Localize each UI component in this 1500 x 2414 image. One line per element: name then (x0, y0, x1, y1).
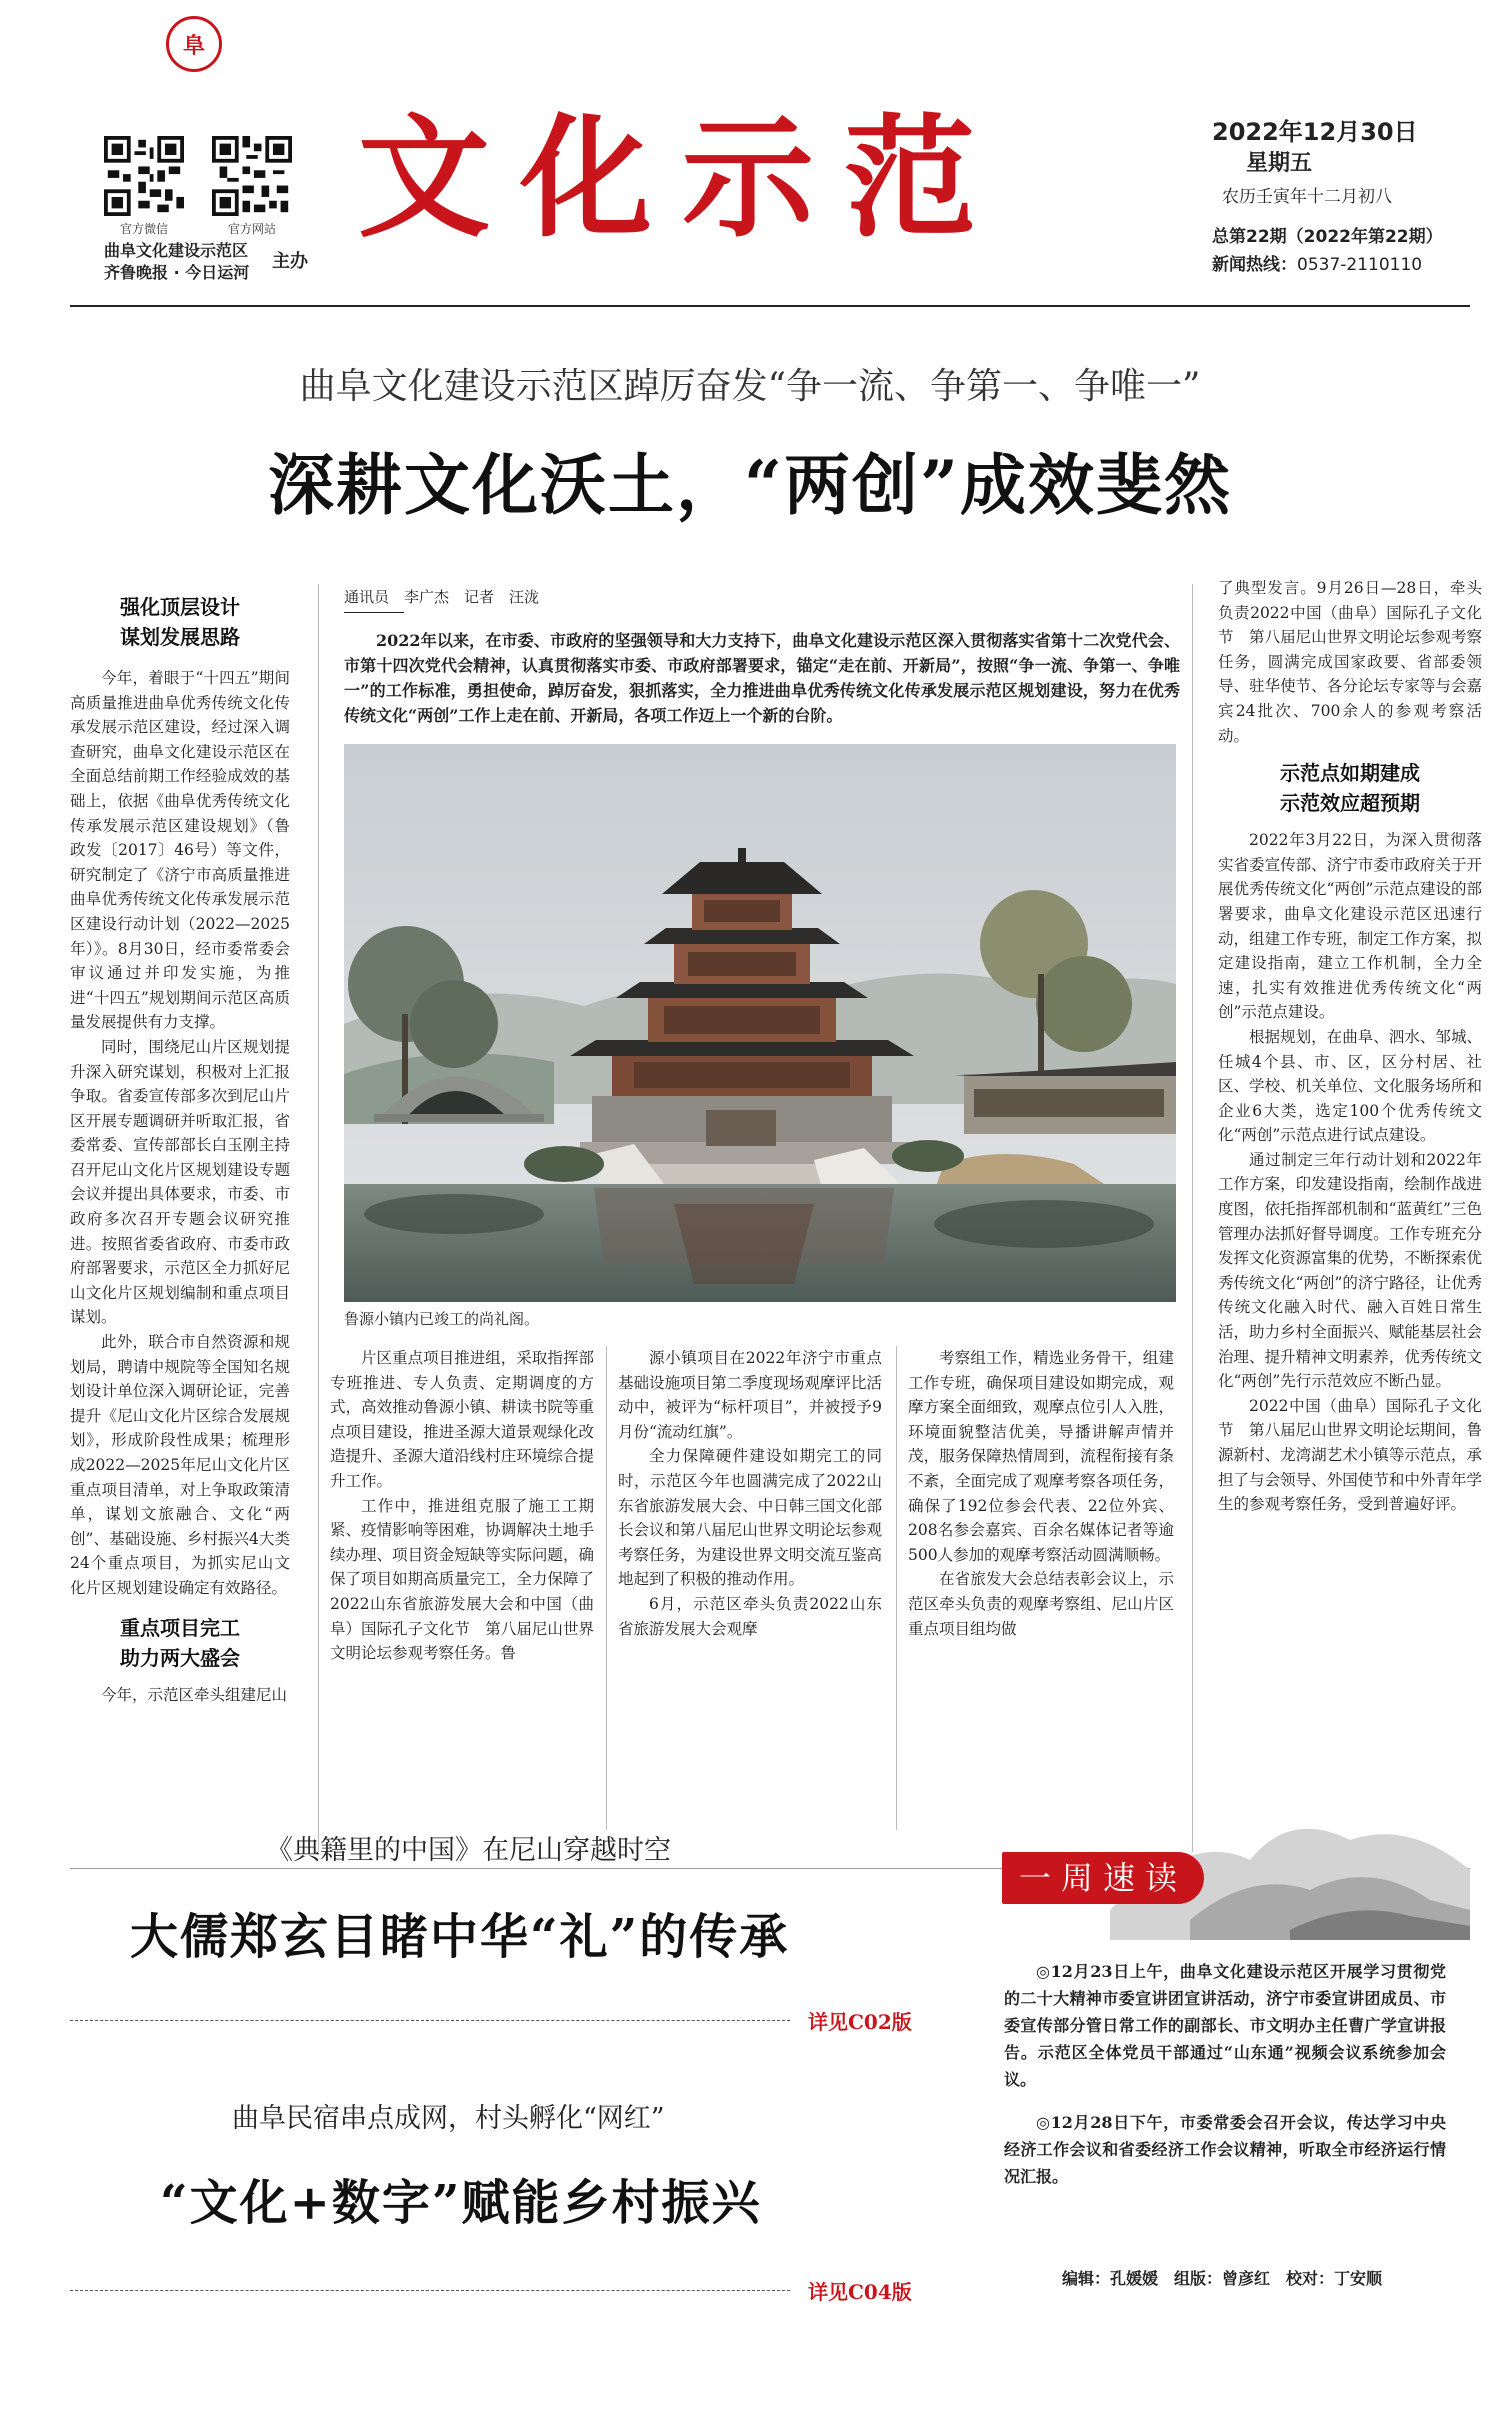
teaser-2-leader (70, 2290, 790, 2291)
masthead-divider (70, 305, 1470, 307)
teaser-1-kicker: 《典籍里的中国》在尼山穿越时空 (266, 1835, 671, 1866)
qr-website[interactable] (212, 136, 292, 237)
organizer-block (104, 240, 264, 284)
issue-number: 总第22期（2022年第22期） (1212, 227, 1443, 247)
paragraph: 考察组工作，精选业务骨干，组建工作专班，确保项目建设如期完成，观摩方案全面细致，观摩点位引人入胜，环境面貌整洁优美，导播讲解声情并茂，服务保障热情周到，流程衔接有条不紊，全面完成了观摩考察各项任务，确保了192位参会代表、22位外宾、208名参会嘉宾、百余名媒体记者等逾500人参加的观摩考察活动圆满顺畅。 (908, 1349, 1174, 1564)
organizer-line-2: 齐鲁晚报 · 今日运河 (104, 263, 250, 282)
column-divider (606, 1346, 607, 1830)
paragraph: 6月，示范区牵头负责2022山东省旅游发展大会观摩 (618, 1594, 882, 1638)
week-brief-item: ◎12月23日上午，曲阜文化建设示范区开展学习贯彻党的二十大精神市委宣讲团宣讲活动，济宁市委宣讲团成员、市委宣传部分管日常工作的副部长、市文明办主任曹广学宣讲报告。示范区全体党员干部通过“山东通”视频会议系统参加会议。 (1004, 1962, 1446, 2089)
photo-shangli-pavilion[interactable] (344, 744, 1176, 1302)
teaser-1-leader (70, 2020, 790, 2021)
column-divider (318, 584, 319, 1852)
headline-kicker: 曲阜文化建设示范区踔厉奋发“争一流、争第一、争唯一” (299, 366, 1201, 407)
teaser-2-headline[interactable]: “文化+数字”赋能乡村振兴 (160, 2175, 762, 2231)
photo-caption: 鲁源小镇内已竣工的尚礼阁。 (344, 1310, 540, 1328)
byline: 通讯员 李广杰 记者 汪泷 (344, 588, 540, 606)
paragraph: 在省旅发大会总结表彰会议上，示范区牵头负责的观摩考察组、尼山片区重点项目组均做 (908, 1570, 1174, 1638)
article-column-2 (330, 1346, 594, 1830)
week-brief-title: 一周速读 (1002, 1852, 1204, 1904)
week-brief-item: ◎12月28日下午，市委常委会召开会议，传达学习中央经济工作会议和省委经济工作会议精神，听取全市经济运行情况汇报。 (1004, 2113, 1446, 2186)
paragraph: 此外，联合市自然资源和规划局，聘请中规院等全国知名规划设计单位深入调研论证，完善提升《尼山文化片区综合发展规划》，形成阶段性成果；梳理形成2022—2025年尼山文化片区重点项目清单，对上争取政策清单，谋划文旅融合、文化“两创”、基础设施、乡村振兴4大类24个重点项目，为抓实尼山文化片区规划建设确定有效路径。 (70, 1333, 290, 1597)
paragraph: 今年，示范区牵头组建尼山 (101, 1685, 288, 1704)
masthead-title: 文化示范 (358, 102, 1006, 256)
qr-code-icon (104, 136, 184, 216)
qr-wechat-caption: 官方微信 (119, 222, 168, 236)
paragraph: 片区重点项目推进组，采取指挥部专班推进、专人负责、定期调度的方式，高效推动鲁源小镇、耕读书院等重点项目建设，推进圣源大道景观绿化改造提升、圣源大道沿线村庄环境综合提升工作。 (330, 1349, 594, 1490)
issue-date: 2022年12月30日 (1212, 118, 1418, 146)
hotline (1212, 250, 1422, 275)
pavilion-photo-image (344, 744, 1176, 1302)
qr-code-icon (212, 136, 292, 216)
subhead-demonstration-points: 示范点如期建成 示范效应超预期 (1280, 761, 1420, 816)
paragraph: 工作中，推进组克服了施工工期紧、疫情影响等困难，协调解决土地手续办理、项目资金短缺等实际问题，确保了项目如期高质量完工，全力保障了2022山东省旅游发展大会和中国（曲阜）国际孔子文化节 第八届尼山世界文明论坛参观考察任务。鲁 (330, 1496, 594, 1663)
paragraph: 2022年3月22日，为深入贯彻落实省委宣传部、济宁市委市政府关于开展优秀传统文化“两创”示范点建设的部署要求，曲阜文化建设示范区迅速行动，组建工作专班，制定工作方案，拟定建设指南，建立工作机制，全力全速，扎实有效推进优秀传统文化“两创”示范点建设。 (1218, 831, 1482, 1022)
issue-weekday: 星期五 (1246, 151, 1313, 176)
subhead-top-level-design: 强化顶层设计 谋划发展思路 (120, 595, 240, 649)
teaser-1-see-page-link[interactable]: 详见C02版 (808, 2010, 912, 2034)
lunar-date: 农历壬寅年十二月初八 (1222, 187, 1392, 207)
qr-wechat[interactable] (104, 136, 184, 237)
article-column-1 (70, 592, 290, 1860)
editor-credits: 编辑：孔媛媛 组版：曾彦红 校对：丁安顺 (1062, 2269, 1383, 2288)
newspaper-seal-logo: 阜 (166, 16, 222, 72)
subhead-key-projects: 重点项目完工 助力两大盛会 (120, 1615, 240, 1670)
organizer-role: 主办 (272, 251, 308, 272)
teaser-2-kicker: 曲阜民宿串点成网，村头孵化“网红” (232, 2103, 665, 2134)
column-divider (896, 1346, 897, 1830)
paragraph: 全力保障硬件建设如期完工的同时，示范区今年也圆满完成了2022山东省旅游发展大会、中日韩三国文化部长会议和第八届尼山世界文明论坛参观考察任务，为建设世界文明交流互鉴高地起到了积极的推动作用。 (618, 1447, 882, 1589)
article-column-3 (618, 1346, 882, 1830)
paragraph: 根据规划，在曲阜、泗水、邹城、任城4个县、市、区，区分村居、社区、学校、机关单位、文化服务场所和企业6大类，选定100个优秀传统文化“两创”示范点进行试点建设。 (1218, 1027, 1482, 1145)
byline-underline (344, 612, 404, 613)
qr-website-caption: 官方网站 (227, 222, 276, 236)
teaser-2-see-page-link[interactable]: 详见C04版 (808, 2280, 912, 2304)
article-column-5 (1218, 576, 1482, 1860)
week-brief-list (1004, 1958, 1446, 2190)
hotline-number: 0537-2110110 (1297, 255, 1423, 275)
organizer-line-1: 曲阜文化建设示范区 (104, 241, 249, 260)
paragraph: 今年，着眼于“十四五”期间高质量推进曲阜优秀传统文化传承发展示范区建设，经过深入调查研究，曲阜文化建设示范区在全面总结前期工作经验成效的基础上，依据《曲阜优秀传统文化传承发展示范区建设规划》（鲁政发〔2017〕46号）等文件，研究制定了《济宁市高质量推进曲阜优秀传统文化传承发展示范区建设行动计划（2022—2025年）》。8月30日，经市委常委会审议通过并印发实施，为推进“十四五”规划期间示范区高质量发展提供有力支撑。 (70, 669, 290, 1032)
paragraph: 同时，围绕尼山片区规划提升深入研究谋划，积极对上汇报争取。省委宣传部多次到尼山片区开展专题调研并听取汇报，省委常委、宣传部部长白玉刚主持召开尼山文化片区规划建设专题会议并提出具体要求，市委、市政府多次召开专题会议研究推进。按照省委省政府、市委市政府部署要求，示范区全力抓好尼山文化片区规划编制和重点项目谋划。 (70, 1037, 290, 1327)
paragraph: 2022中国（曲阜）国际孔子文化节 第八届尼山世界文明论坛期间，鲁源新村、龙湾湖艺术小镇等示范点，承担了与会领导、外国使节和中外青年学生的参观考察任务，受到普遍好评。 (1218, 1396, 1482, 1514)
paragraph: 了典型发言。9月26日—28日，牵头负责2022中国（曲阜）国际孔子文化节 第八届尼山世界文明论坛参观考察任务，圆满完成国家政要、省部委领导、驻华使节、各分论坛专家等与会嘉宾24批次、700余人的参观考察活动。 (1218, 579, 1482, 745)
column-divider (1192, 584, 1193, 1852)
paragraph: 源小镇项目在2022年济宁市重点基础设施项目第二季度现场观摩评比活动中，被评为“标杆项目”，并被授予9月份“流动红旗”。 (618, 1349, 882, 1441)
hotline-label: 新闻热线： (1212, 255, 1297, 275)
headline-main: 深耕文化沃土，“两创”成效斐然 (268, 446, 1232, 524)
teaser-1-headline[interactable]: 大儒郑玄目睹中华“礼”的传承 (130, 1909, 790, 1965)
article-column-4 (908, 1346, 1174, 1830)
paragraph: 通过制定三年行动计划和2022年工作方案，印发建设指南，绘制作战进度图，依托指挥部机制和“蓝黄红”三色管理办法抓好督导调度。工作专班充分发挥文化资源富集的优势，不断探索优秀传统文化“两创”的济宁路径，让优秀传统文化融入时代、融入百姓日常生活，助力乡村全面振兴、赋能基层社会治理、提升精神文明素养，优秀传统文化“两创”先行示范效应不断凸显。 (1218, 1150, 1482, 1391)
article-lead: 2022年以来，在市委、市政府的坚强领导和大力支持下，曲阜文化建设示范区深入贯彻落实省第十二次党代会、市第十四次党代会精神，认真贯彻落实市委、市政府部署要求，锚定“走在前、开新局”，按照“争一流、争第一、争唯一”的工作标准，勇担使命，踔厉奋发，狠抓落实，全力推进曲阜优秀传统文化传承发展示范区规划建设，努力在优秀传统文化“两创”工作上走在前、开新局，各项工作迈上一个新的台阶。 (344, 631, 1180, 725)
